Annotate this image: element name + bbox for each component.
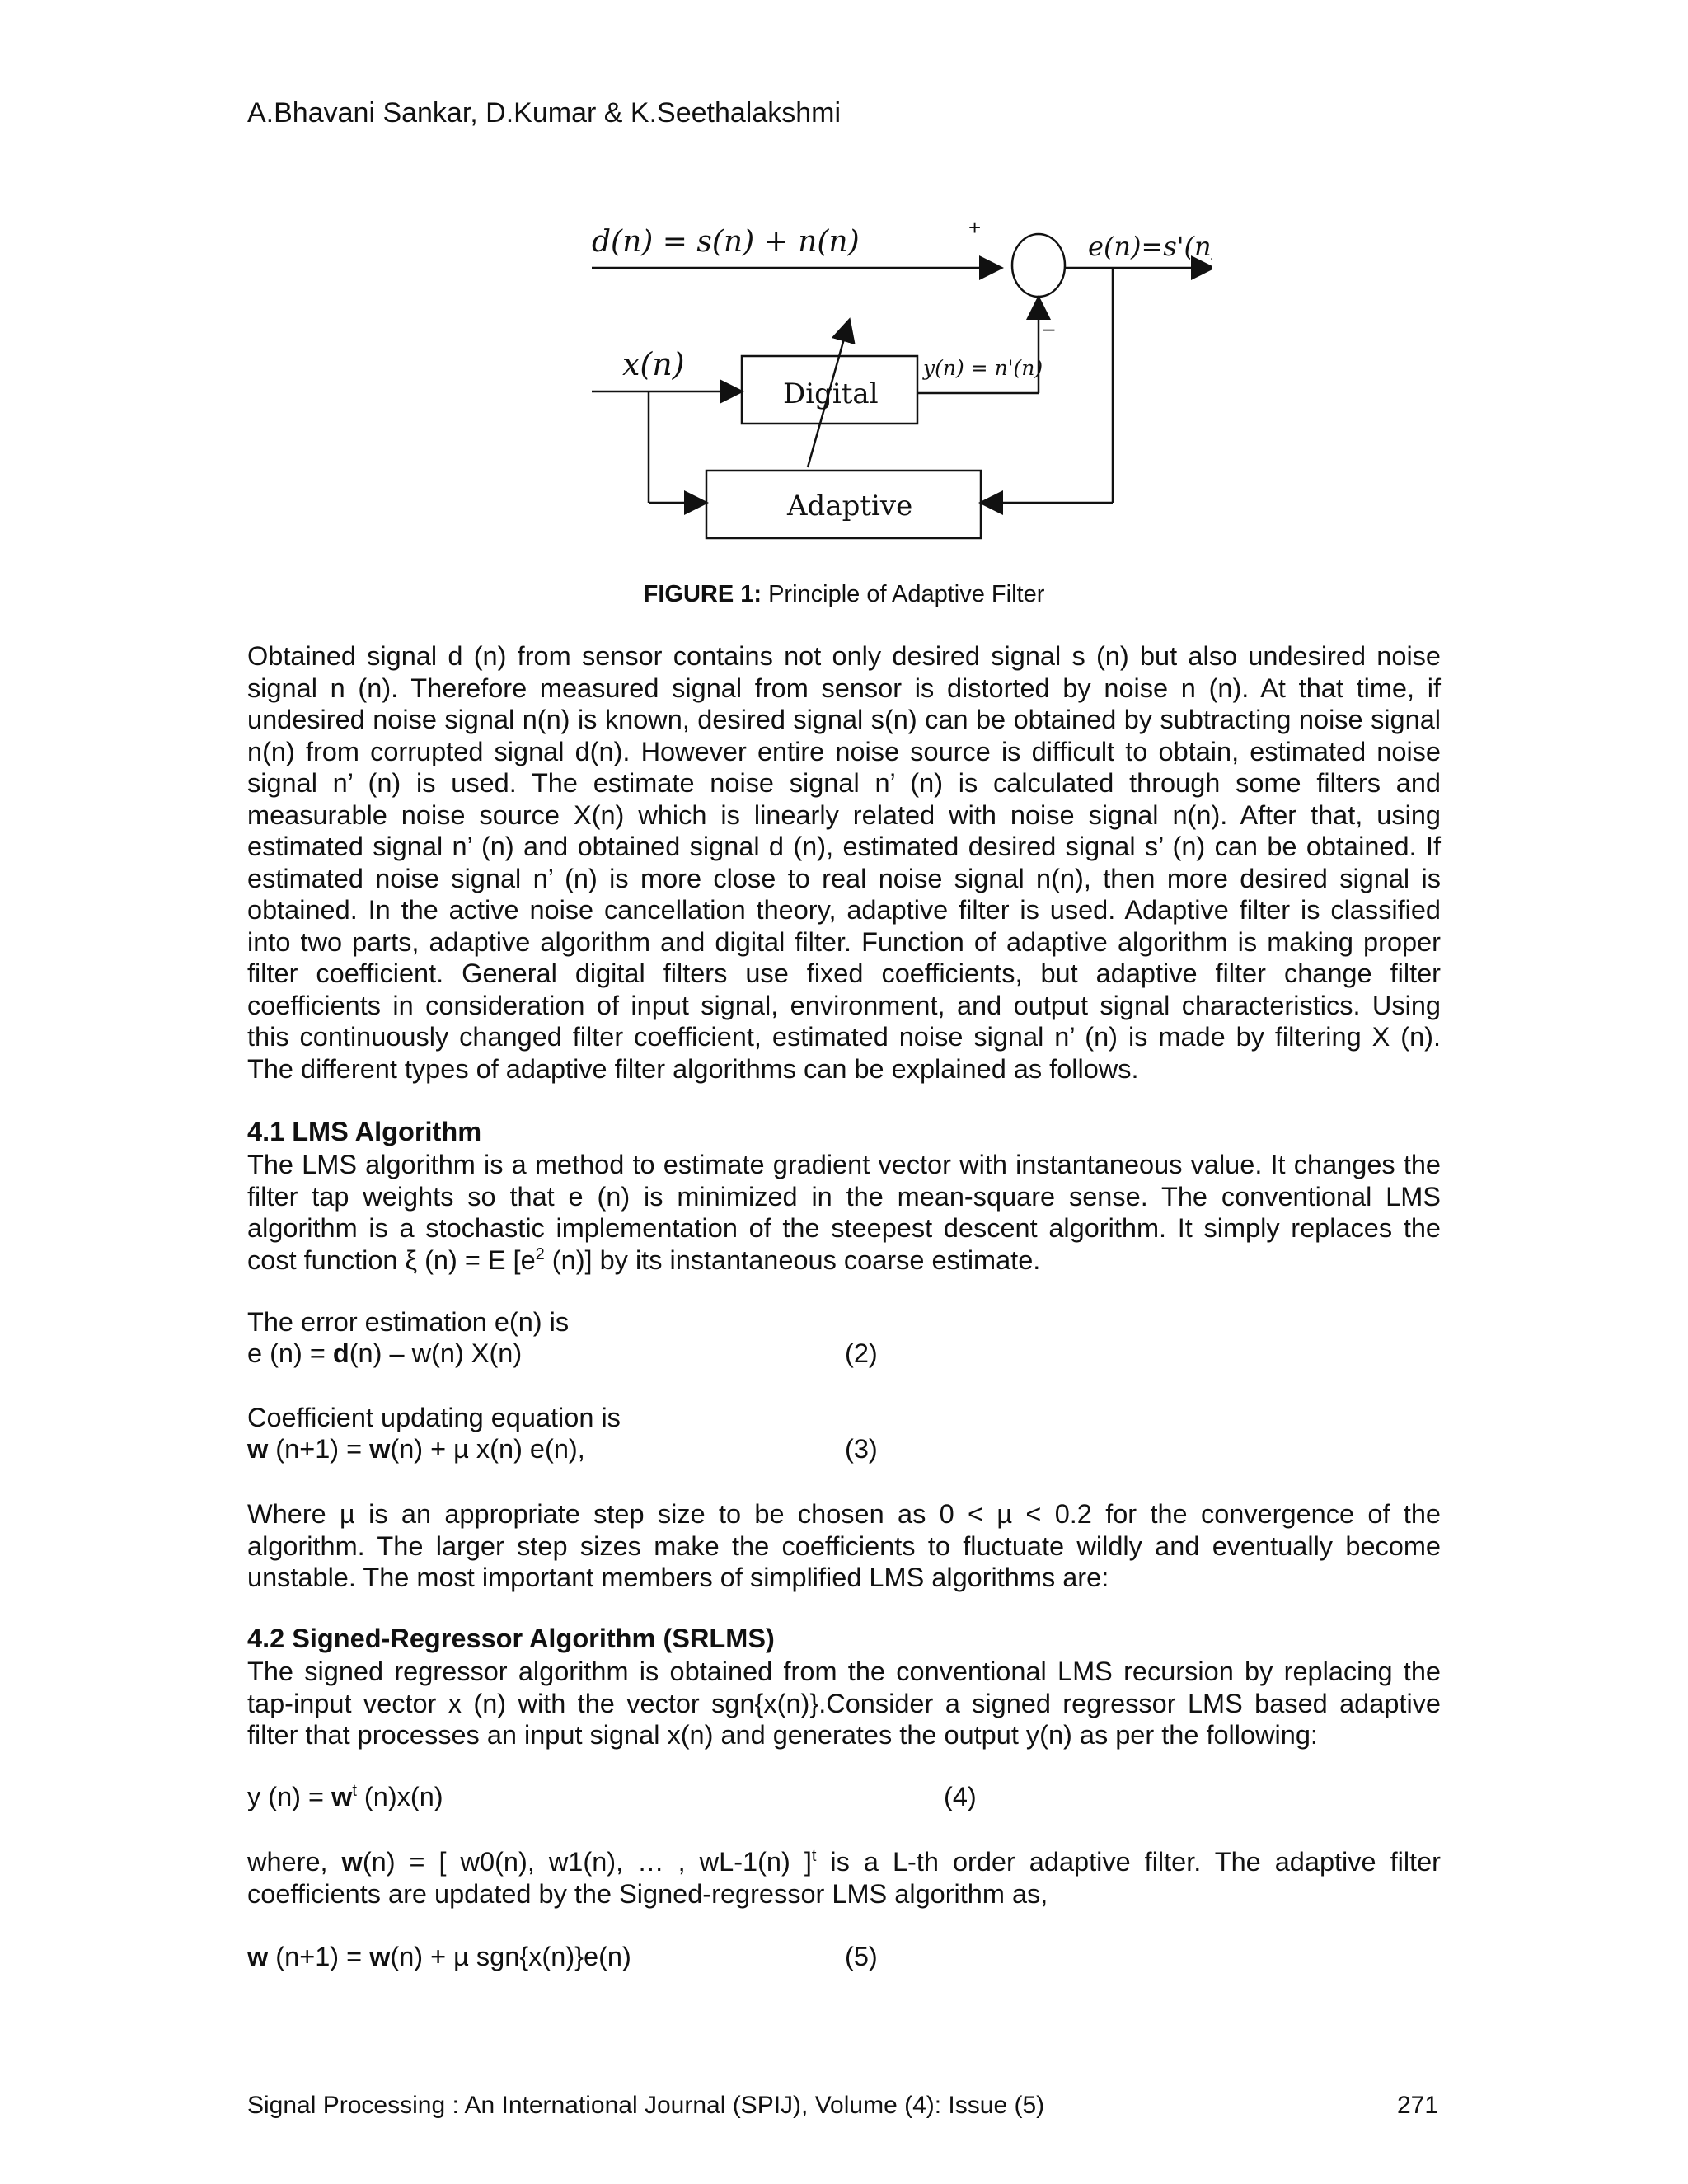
equation-2-number: (2) [845, 1338, 878, 1368]
error-intro: The error estimation e(n) is [247, 1307, 570, 1337]
label-y: y(n) = n'(n) [923, 356, 1043, 380]
paragraph-intro: Obtained signal d (n) from sensor contains not only desired signal s (n) but also undesired noise signal n (n). Therefore measured signal from sensor is distorted by noise n (n). At that time, if undesired noise signal n(n) is known, desired signal s(n) can be obtained by subtracting noise signal n(n) from corrupted signal d(n). However entire noise source is difficult to obtain, estimated noise signal n’ (n) is used. The estimate noise signal n’ (n) is calculated through some filters and measurable noise source X(n) which is linearly related with noise signal n(n). After that, using estimated signal n’ (n) and obtained signal d (n), estimated desired signal s’ (n) can be obtained. If estimated noise signal n’ (n) is more close to real noise signal n(n), then more desired signal is obtained. In the active noise cancellation theory, adaptive filter is used. Adaptive filter is classified into two parts, adaptive algorithm and digital filter. Function of adaptive algorithm is making proper filter coefficient. General digital filters use fixed coefficients, but adaptive filter change filter coefficients in consideration of input signal, environment, and output signal characteristics. Using this continuously changed filter coefficient, estimated noise signal n’ (n) is made by filtering X (n). The different types of adaptive filter algorithms can be explained as follows. [247, 641, 1441, 1084]
label-adaptive: Adaptive [787, 490, 913, 523]
adaptive-filter-figure [577, 210, 1212, 556]
coef-intro: Coefficient updating equation is [247, 1403, 621, 1432]
equation-2 [247, 1338, 522, 1369]
block-diagram [577, 210, 1212, 556]
summing-junction [1012, 234, 1065, 297]
lms-text-b: (n)] by its instantaneous coarse estimate. [544, 1244, 1041, 1275]
equation-5-number: (5) [845, 1942, 878, 1971]
where-sup: t [811, 1847, 817, 1866]
paragraph-step-size: Where µ is an appropriate step size to be chosen as 0 < µ < 0.2 for the convergence of the algorithm. The larger step sizes make the coefficients to fluctuate wildly and eventually become unstable. The most important members of simplified LMS algorithms are: [247, 1499, 1441, 1592]
running-header: A.Bhavani Sankar, D.Kumar & K.Seethalakshmi [247, 97, 842, 129]
equation-4 [247, 1782, 443, 1812]
figure-caption [0, 581, 1688, 608]
paragraph-srlms: The signed regressor algorithm is obtained from the conventional LMS recursion by replacing the tap-input vector x (n) with the vector sgn{x(n)}.Consider a signed regressor LMS based adaptive filter that processes an input signal x(n) and generates the output y(n) as per the following: [247, 1657, 1441, 1750]
section-heading-4-1: 4.1 LMS Algorithm [247, 1117, 482, 1146]
caption-label: FIGURE 1: [643, 581, 762, 607]
equation-5 [247, 1942, 631, 1972]
eq2-bold: d [332, 1338, 349, 1368]
eq5-bold-1: w [247, 1942, 269, 1971]
label-x: x(n) [622, 346, 685, 382]
eq5-bold-2: w [369, 1942, 391, 1971]
eq3-part-b: (n) + µ x(n) e(n), [390, 1434, 585, 1464]
where-part-c: is a L-th order adaptive filter. The adaptive filter coefficients are updated by the Signed-regressor LMS algorithm as, [247, 1847, 1441, 1909]
caption-text: Principle of Adaptive Filter [762, 581, 1045, 607]
eq4-part-b: (n)x(n) [356, 1782, 443, 1811]
eq4-bold: w [331, 1782, 353, 1811]
equation-3 [247, 1434, 585, 1465]
eq5-part-a: (n+1) = [268, 1942, 370, 1971]
equation-3-number: (3) [845, 1434, 878, 1464]
equation-4-number: (4) [944, 1782, 977, 1811]
label-e: e(n)=s'(n) [1088, 231, 1212, 262]
section-heading-4-2: 4.2 Signed-Regressor Algorithm (SRLMS) [247, 1624, 775, 1653]
eq3-bold-1: w [247, 1434, 269, 1464]
where-part-b: (n) = [ w0(n), w1(n), … , wL-1(n) ] [362, 1847, 812, 1877]
eq4-sup: t [352, 1782, 357, 1801]
eq5-part-b: (n) + µ sgn{x(n)}e(n) [390, 1942, 631, 1971]
eq2-part-a: e (n) = [247, 1338, 333, 1368]
where-part-a: where, [247, 1847, 342, 1877]
label-digital: Digital [783, 377, 879, 410]
where-bold: w [341, 1847, 363, 1877]
paragraph-where-w [247, 1846, 1441, 1910]
label-minus: – [1043, 316, 1055, 340]
lms-text-a: The LMS algorithm is a method to estimate gradient vector with instantaneous value. It changes the filter tap weights so that e (n) is minimized in the mean-square sense. The conventional LMS algorithm is a stochastic implementation of the steepest descent algorithm. It simply replaces the cost function ξ (n) = E [e [247, 1150, 1441, 1275]
label-plus: + [968, 215, 982, 240]
label-d: d(n) = s(n) + n(n) [592, 225, 860, 259]
eq3-part-a: (n+1) = [268, 1434, 370, 1464]
journal-footer: Signal Processing : An International Journal (SPIJ), Volume (4): Issue (5) [247, 2092, 1045, 2119]
eq2-part-b: (n) – w(n) X(n) [349, 1338, 523, 1368]
page-number: 271 [1397, 2092, 1439, 2119]
eq3-bold-2: w [369, 1434, 391, 1464]
paragraph-lms [247, 1149, 1441, 1276]
eq4-part-a: y (n) = [247, 1782, 332, 1811]
lms-sup: 2 [535, 1244, 545, 1263]
